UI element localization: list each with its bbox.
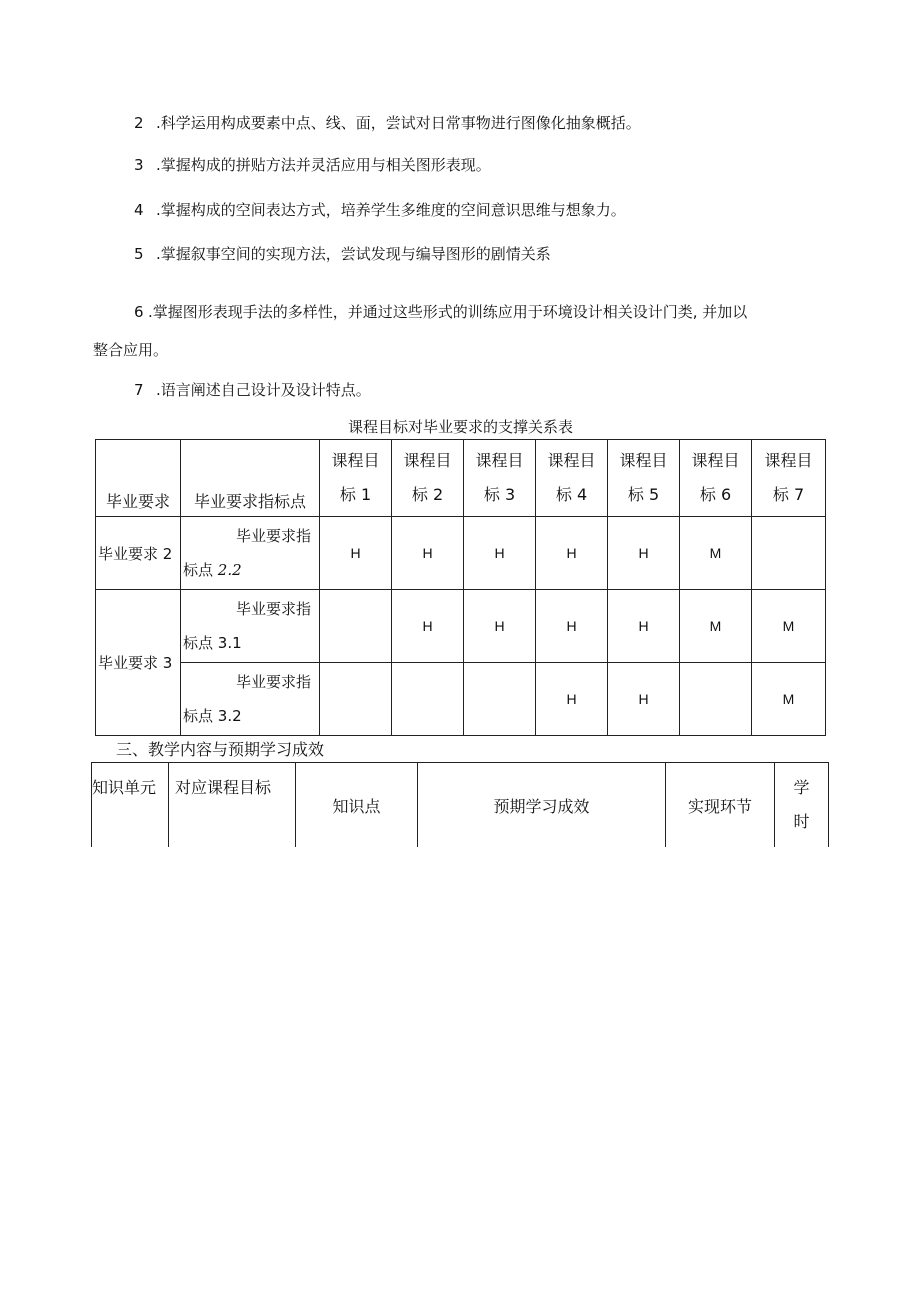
objective-6 [134, 302, 747, 322]
value-cell: M [680, 590, 752, 663]
objective-number: 2 [134, 114, 144, 132]
header-course-goal: 对应课程目标 [169, 763, 296, 848]
req-cell: 毕业要求 2 [96, 517, 181, 590]
value-cell [392, 663, 464, 736]
indicator-prefix: 标点 [183, 634, 218, 652]
table-row [96, 663, 826, 736]
value-cell: H [320, 517, 392, 590]
indicator-number: 3.2 [217, 707, 242, 725]
support-table-header-row [96, 440, 826, 517]
section-heading: 三、教学内容与预期学习成效 [116, 740, 325, 759]
value-cell: M [752, 590, 826, 663]
objective-text: .语言阐述自己设计及设计特点。 [156, 381, 371, 399]
header-knowledge-unit: 知识单元 [92, 763, 169, 848]
header-knowledge-points: 知识点 [296, 763, 418, 848]
objective-number: 3 [134, 156, 144, 174]
header-goal-1 [320, 440, 392, 517]
objective-2 [134, 113, 641, 133]
value-cell: H [536, 517, 608, 590]
value-cell: H [464, 517, 536, 590]
indicator-line1: 毕业要求指 [235, 600, 311, 618]
objective-3 [134, 155, 491, 175]
header-goal-5 [608, 440, 680, 517]
header-indicator: 毕业要求指标点 [181, 440, 320, 517]
table-row [96, 590, 826, 663]
req-cell: 毕业要求 3 [96, 590, 181, 736]
goal-label-line1: 课程目 [764, 451, 813, 470]
value-cell [320, 590, 392, 663]
indicator-prefix: 标点 [183, 707, 218, 725]
goal-label-line1: 课程目 [547, 451, 596, 470]
value-cell [752, 517, 826, 590]
value-cell: H [392, 517, 464, 590]
indicator-cell [181, 663, 320, 736]
value-cell: H [464, 590, 536, 663]
value-cell: H [536, 663, 608, 736]
goal-label-line2: 标 6 [699, 485, 732, 504]
goal-label-line2: 标 2 [411, 485, 444, 504]
value-cell: H [608, 517, 680, 590]
objective-text: .掌握构成的拼贴方法并灵活应用与相关图形表现。 [156, 156, 491, 174]
header-goal-6 [680, 440, 752, 517]
hours-line2: 时 [793, 812, 810, 831]
objective-text: .掌握构成的空间表达方式，培养学生多维度的空间意识思维与想象力。 [156, 201, 626, 219]
header-expected-outcomes: 预期学习成效 [418, 763, 666, 848]
indicator-prefix: 标点 [183, 561, 218, 579]
goal-label-line1: 课程目 [331, 451, 380, 470]
value-cell: M [752, 663, 826, 736]
objective-number: 4 [134, 201, 144, 219]
indicator-cell [181, 590, 320, 663]
header-goal-7 [752, 440, 826, 517]
objective-text: .掌握图形表现手法的多样性，并通过这些形式的训练应用于环境设计相关设计门类, 并加以 [148, 303, 748, 321]
table-row [96, 517, 826, 590]
goal-label-line1: 课程目 [403, 451, 452, 470]
indicator-line2 [183, 553, 319, 587]
value-cell: H [536, 590, 608, 663]
goal-label-line2: 标 7 [772, 485, 805, 504]
header-req: 毕业要求 [96, 440, 181, 517]
objective-4 [134, 200, 626, 220]
support-table-caption: 课程目标对毕业要求的支撑关系表 [347, 418, 573, 436]
goal-label-line2: 标 5 [627, 485, 660, 504]
indicator-number: 2.2 [217, 561, 242, 579]
objective-number: 5 [134, 245, 144, 263]
goal-label-line1: 课程目 [691, 451, 740, 470]
goal-label-line1: 课程目 [475, 451, 524, 470]
value-cell [680, 663, 752, 736]
value-cell: H [392, 590, 464, 663]
objective-7 [134, 380, 371, 400]
hours-line1: 学 [793, 778, 810, 797]
goal-label-line1: 课程目 [619, 451, 668, 470]
indicator-line2 [183, 626, 319, 660]
indicator-cell [181, 517, 320, 590]
value-cell [320, 663, 392, 736]
content-table-header-row [92, 763, 829, 848]
goal-label-line2: 标 3 [483, 485, 516, 504]
goal-label-line2: 标 4 [555, 485, 588, 504]
indicator-line1: 毕业要求指 [235, 527, 311, 545]
indicator-line2 [183, 699, 319, 733]
content-table [91, 762, 829, 847]
support-table [95, 439, 826, 736]
header-goal-4 [536, 440, 608, 517]
objective-5 [134, 244, 551, 264]
value-cell: H [608, 590, 680, 663]
header-hours [775, 763, 829, 848]
indicator-line1: 毕业要求指 [235, 673, 311, 691]
header-implementation-stages: 实现环节 [666, 763, 775, 848]
objective-number: 6 [134, 303, 144, 321]
value-cell: H [608, 663, 680, 736]
goal-label-line2: 标 1 [339, 485, 372, 504]
indicator-number: 3.1 [217, 634, 242, 652]
objective-text: .科学运用构成要素中点、线、面，尝试对日常事物进行图像化抽象概括。 [156, 114, 641, 132]
header-goal-3 [464, 440, 536, 517]
value-cell [464, 663, 536, 736]
objective-6-continuation: 整合应用。 [93, 341, 169, 359]
objective-text: .掌握叙事空间的实现方法，尝试发现与编导图形的剧情关系 [156, 245, 551, 263]
header-goal-2 [392, 440, 464, 517]
objective-number: 7 [134, 381, 144, 399]
value-cell: M [680, 517, 752, 590]
